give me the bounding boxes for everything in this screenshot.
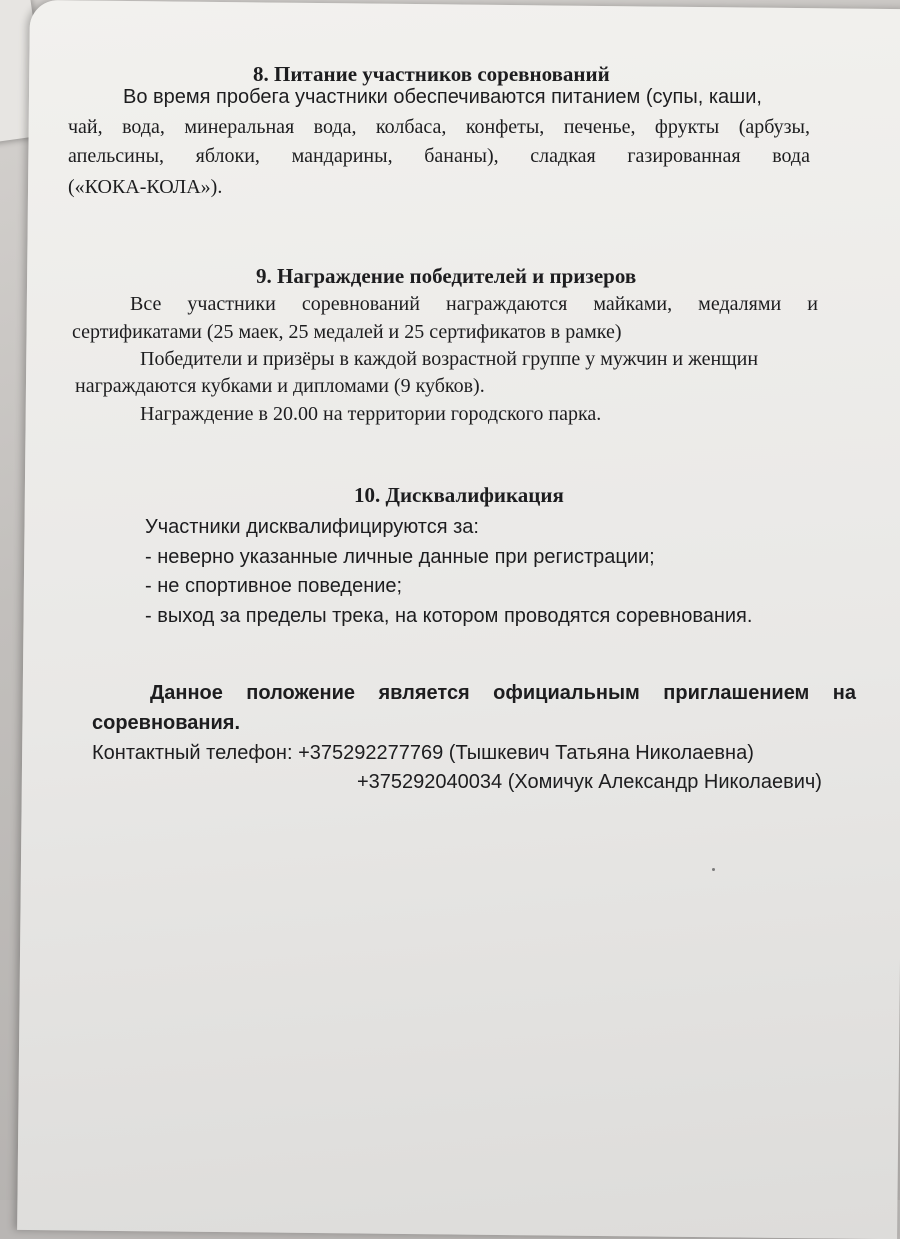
section-8-heading: 8. Питание участников соревнований (253, 62, 610, 86)
section-9-line-1: Все участники соревнований награждаются майками, медалями и (130, 293, 818, 315)
disqualification-item-3: - выход за пределы трека, на котором проводятся соревнования. (145, 605, 753, 627)
section-10-intro: Участники дисквалифицируются за: (145, 516, 479, 538)
section-9-line-3: Победители и призёры в каждой возрастной группе у мужчин и женщин (140, 348, 759, 370)
contact-label: Контактный телефон: (92, 742, 293, 764)
paper-speck (712, 868, 715, 871)
disqualification-item-2: - не спортивное поведение; (145, 575, 403, 597)
section-8-line-4: («КОКА-КОЛА»). (68, 176, 223, 198)
section-8-line-1: Во время пробега участники обеспечиваются питанием (супы, каши, (123, 86, 762, 108)
section-10-heading: 10. Дисквалификация (354, 483, 564, 507)
section-8-line-3: апельсины, яблоки, мандарины, бананы), сладкая газированная вода (68, 145, 810, 167)
disqualification-item-1: - неверно указанные личные данные при регистрации; (145, 546, 655, 568)
contact-phone-line-1 (92, 742, 754, 765)
section-9-line-4: награждаются кубками и дипломами (9 кубков). (75, 375, 485, 397)
invitation-line-2: соревнования. (92, 712, 241, 734)
contact-2: +375292040034 (Хомичук Александр Николаевич) (357, 771, 822, 793)
section-9-heading: 9. Награждение победителей и призеров (256, 264, 637, 288)
section-9-line-2: сертификатами (25 маек, 25 медалей и 25 сертификатов в рамке) (72, 321, 622, 343)
section-8-line-2: чай, вода, минеральная вода, колбаса, конфеты, печенье, фрукты (арбузы, (68, 116, 810, 138)
invitation-line-1: Данное положение является официальным приглашением на (150, 682, 856, 704)
contact-1: +375292277769 (Тышкевич Татьяна Николаевна) (298, 742, 754, 764)
section-9-line-5: Награждение в 20.00 на территории городского парка. (140, 403, 602, 425)
